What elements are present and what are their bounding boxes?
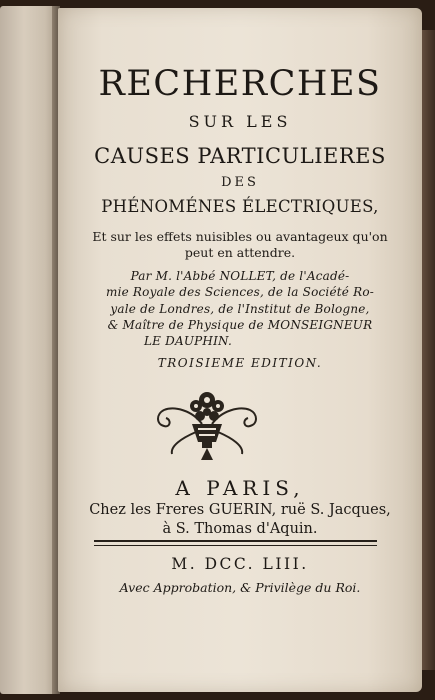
title-page-content — [58, 0, 422, 700]
author-line-5: LE DAUPHIN. — [144, 334, 232, 348]
page-title: RECHERCHES — [98, 64, 382, 104]
imprint-city: A PARIS, — [175, 476, 305, 500]
author-line-3: yale de Londres, de l'Institut de Bologne, — [110, 302, 370, 316]
author-line-2: mie Royale des Sciences, de la Société Ro- — [105, 285, 375, 299]
author-line-1: Par M. l'Abbé NOLLET, de l'Acadé- — [130, 269, 350, 283]
imprint-date: M. DCC. LIII. — [171, 555, 309, 573]
subtitle-sur-les: SUR LES — [188, 112, 292, 131]
subtitle-effets-line-2: peut en attendre. — [184, 245, 296, 260]
subtitle-phenomenes: PHÉNOMÉNES ÉLECTRIQUES, — [101, 197, 379, 216]
publisher-line-2: à S. Thomas d'Aquin. — [162, 521, 318, 537]
basket-of-flowers-ornament-icon — [152, 380, 262, 462]
subtitle-effets-line-1: Et sur les effets nuisibles ou avantageux qu'on — [92, 229, 388, 244]
publisher-line-1: Chez les Freres GUERIN, ruë S. Jacques, — [89, 502, 391, 518]
imprint-rule-thin — [94, 545, 377, 546]
author-line-4: & Maître de Physique de MONSEIGNEUR — [107, 318, 373, 332]
imprint-rule-thick — [94, 540, 377, 542]
edition-line: TROISIEME EDITION. — [157, 356, 323, 370]
subtitle-causes: CAUSES PARTICULIERES — [94, 144, 386, 168]
left-page-edge — [0, 6, 60, 694]
privilege-line: Avec Approbation, & Privilège du Roi. — [119, 580, 361, 595]
subtitle-des: DES — [221, 175, 259, 190]
